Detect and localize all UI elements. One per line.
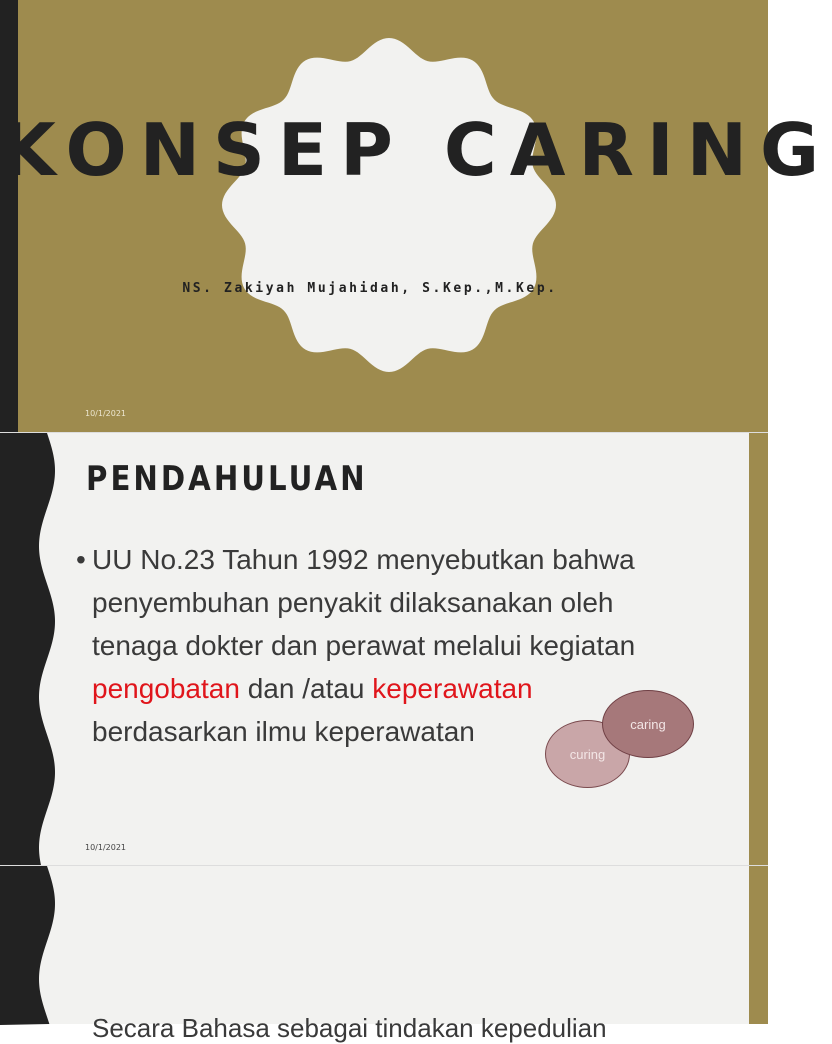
body-line-2: penyembuhan penyakit dilaksanakan oleh [92,587,614,618]
wavy-left-border [0,866,60,1025]
presentation-title: KONSEP CARING [0,108,832,192]
highlight-term-keperawatan: keperawatan [372,673,533,704]
caring-circle: caring [602,690,694,758]
partial-body-text: Secara Bahasa sebagai tindakan kepedulian [92,1013,607,1043]
left-accent-bar [0,0,18,432]
bullet-marker: • [76,544,86,575]
intro-slide [0,432,768,865]
slide-heading: PENDAHULUAN [86,459,368,499]
title-slide [0,0,832,432]
right-accent-bar [749,433,768,865]
wavy-left-border [0,433,60,866]
slide-date: 10/1/2021 [85,843,127,852]
body-line-3: tenaga dokter dan perawat melalui kegiatan [92,630,636,661]
curing-circle: curing [545,720,630,788]
next-slide-partial [0,865,768,1043]
highlight-term-pengobatan: pengobatan [92,673,240,704]
body-line-1: UU No.23 Tahun 1992 menyebutkan bahwa [92,544,635,575]
right-accent-bar [749,866,768,1024]
slide-date: 10/1/2021 [85,409,127,418]
body-line-5: berdasarkan ilmu keperawatan [92,716,475,747]
scalloped-badge [222,38,556,372]
author-name: NS. Zakiyah Mujahidah, S.Kep.,M.Kep. [182,281,558,296]
body-connector: dan /atau [239,673,373,704]
